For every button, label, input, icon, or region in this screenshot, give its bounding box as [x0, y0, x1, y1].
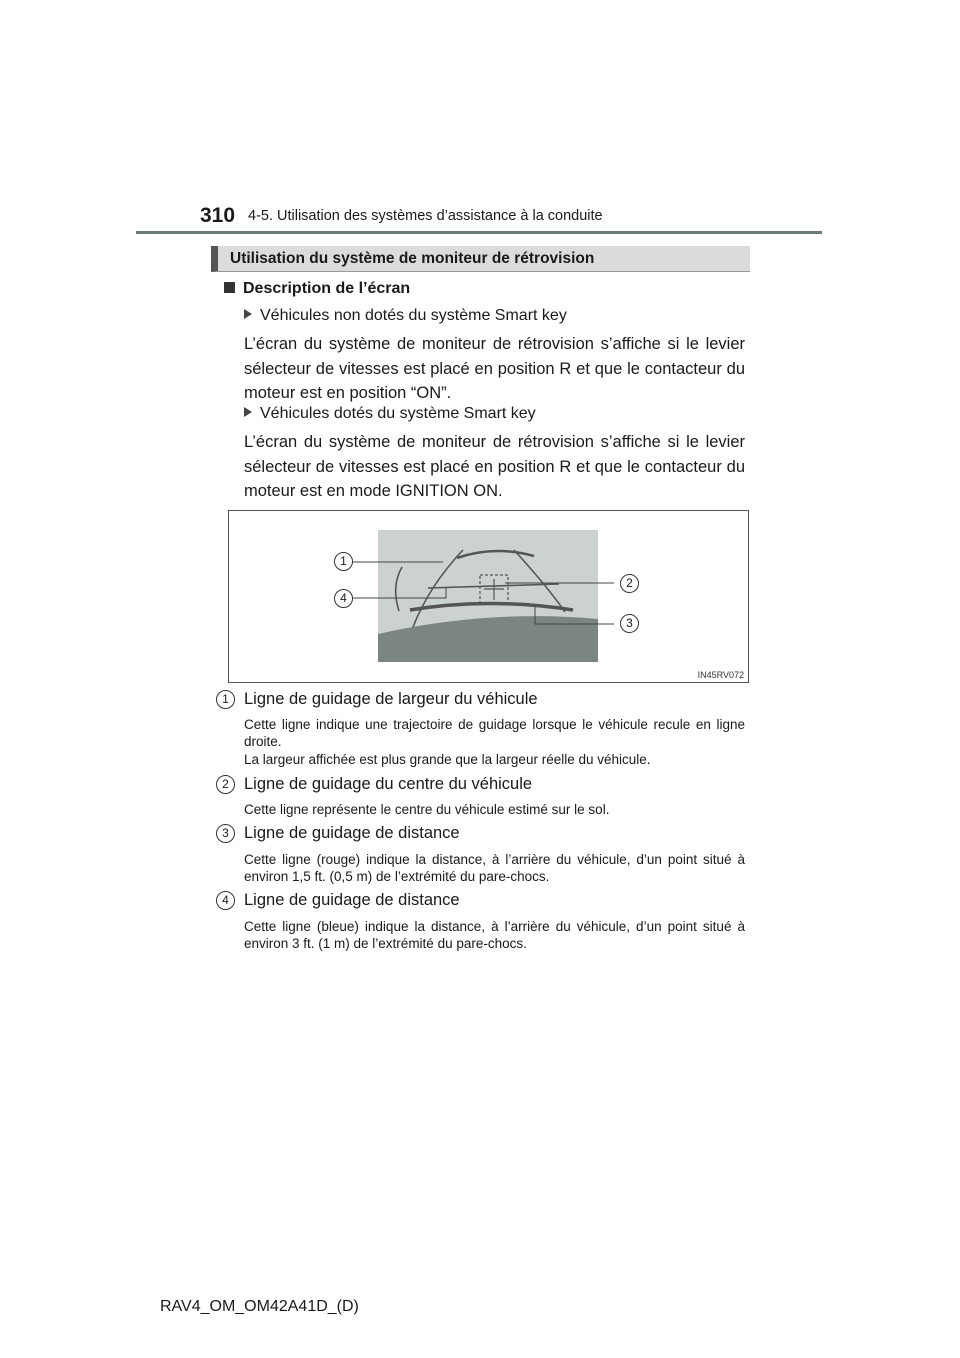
chapter-title: 4-5. Utilisation des systèmes d’assistance à la conduite: [248, 208, 603, 224]
item-number-2: 2: [216, 775, 235, 794]
diagram-code: IN45RV072: [697, 670, 744, 680]
section-title-box: [211, 246, 750, 272]
screen-description-heading: [224, 280, 410, 298]
item-number-4: 4: [216, 891, 235, 910]
item-desc-1: Cette ligne indique une trajectoire de guidage lorsque le véhicule recule en ligne droite.: [244, 717, 745, 749]
sub-heading-text: Véhicules dotés du système Smart key: [260, 405, 536, 422]
page-number: 310: [200, 204, 236, 227]
item-number-1: 1: [216, 690, 235, 709]
monitor-screen-illustration: [229, 511, 748, 682]
square-bullet-icon: [224, 282, 235, 293]
sub-heading-no-smart-key: [244, 307, 567, 325]
sub-heading-smart-key: [244, 405, 536, 423]
footer-doc-code: RAV4_OM_OM42A41D_(D): [160, 1298, 359, 1315]
triangle-bullet-icon: [244, 309, 252, 319]
item-title-1: Ligne de guidage de largeur du véhicule: [244, 690, 538, 708]
item-desc-2: Cette ligne représente le centre du véhicule estimé sur le sol.: [244, 802, 610, 817]
item-title-4: Ligne de guidage de distance: [244, 891, 460, 909]
rear-view-monitor-diagram: [228, 510, 749, 683]
paragraph-no-smart-key: L’écran du système de moniteur de rétrovision s’affiche si le levier sélecteur de vitesses est placé en position R et que le contacteur du moteur est en position “ON”.: [244, 335, 745, 402]
item-title-3: Ligne de guidage de distance: [244, 824, 460, 842]
item-title-2: Ligne de guidage du centre du véhicule: [244, 775, 533, 793]
header-rule: [136, 231, 822, 234]
callout-2: 2: [620, 574, 639, 593]
heading-text: Description de l’écran: [243, 280, 411, 297]
callout-1: 1: [334, 552, 353, 571]
item-desc-1b: La largeur affichée est plus grande que la largeur réelle du véhicule.: [244, 752, 651, 767]
triangle-bullet-icon: [244, 407, 252, 417]
section-title: Utilisation du système de moniteur de rétrovision: [230, 250, 595, 267]
callout-4: 4: [334, 589, 353, 608]
paragraph-smart-key: L’écran du système de moniteur de rétrovision s’affiche si le levier sélecteur de vitesses est placé en position R et que le contacteur du moteur est en mode IGNITION ON.: [244, 433, 745, 500]
callout-3: 3: [620, 614, 639, 633]
item-desc-3: Cette ligne (rouge) indique la distance, à l’arrière du véhicule, d’un point situé à environ 1,5 ft. (0,5 m) de l’extrémité du pare-chocs.: [244, 852, 745, 884]
item-number-3: 3: [216, 824, 235, 843]
sub-heading-text: Véhicules non dotés du système Smart key: [260, 307, 567, 324]
item-desc-4: Cette ligne (bleue) indique la distance, à l’arrière du véhicule, d’un point situé à environ 3 ft. (1 m) de l’extrémité du pare-chocs.: [244, 919, 745, 951]
